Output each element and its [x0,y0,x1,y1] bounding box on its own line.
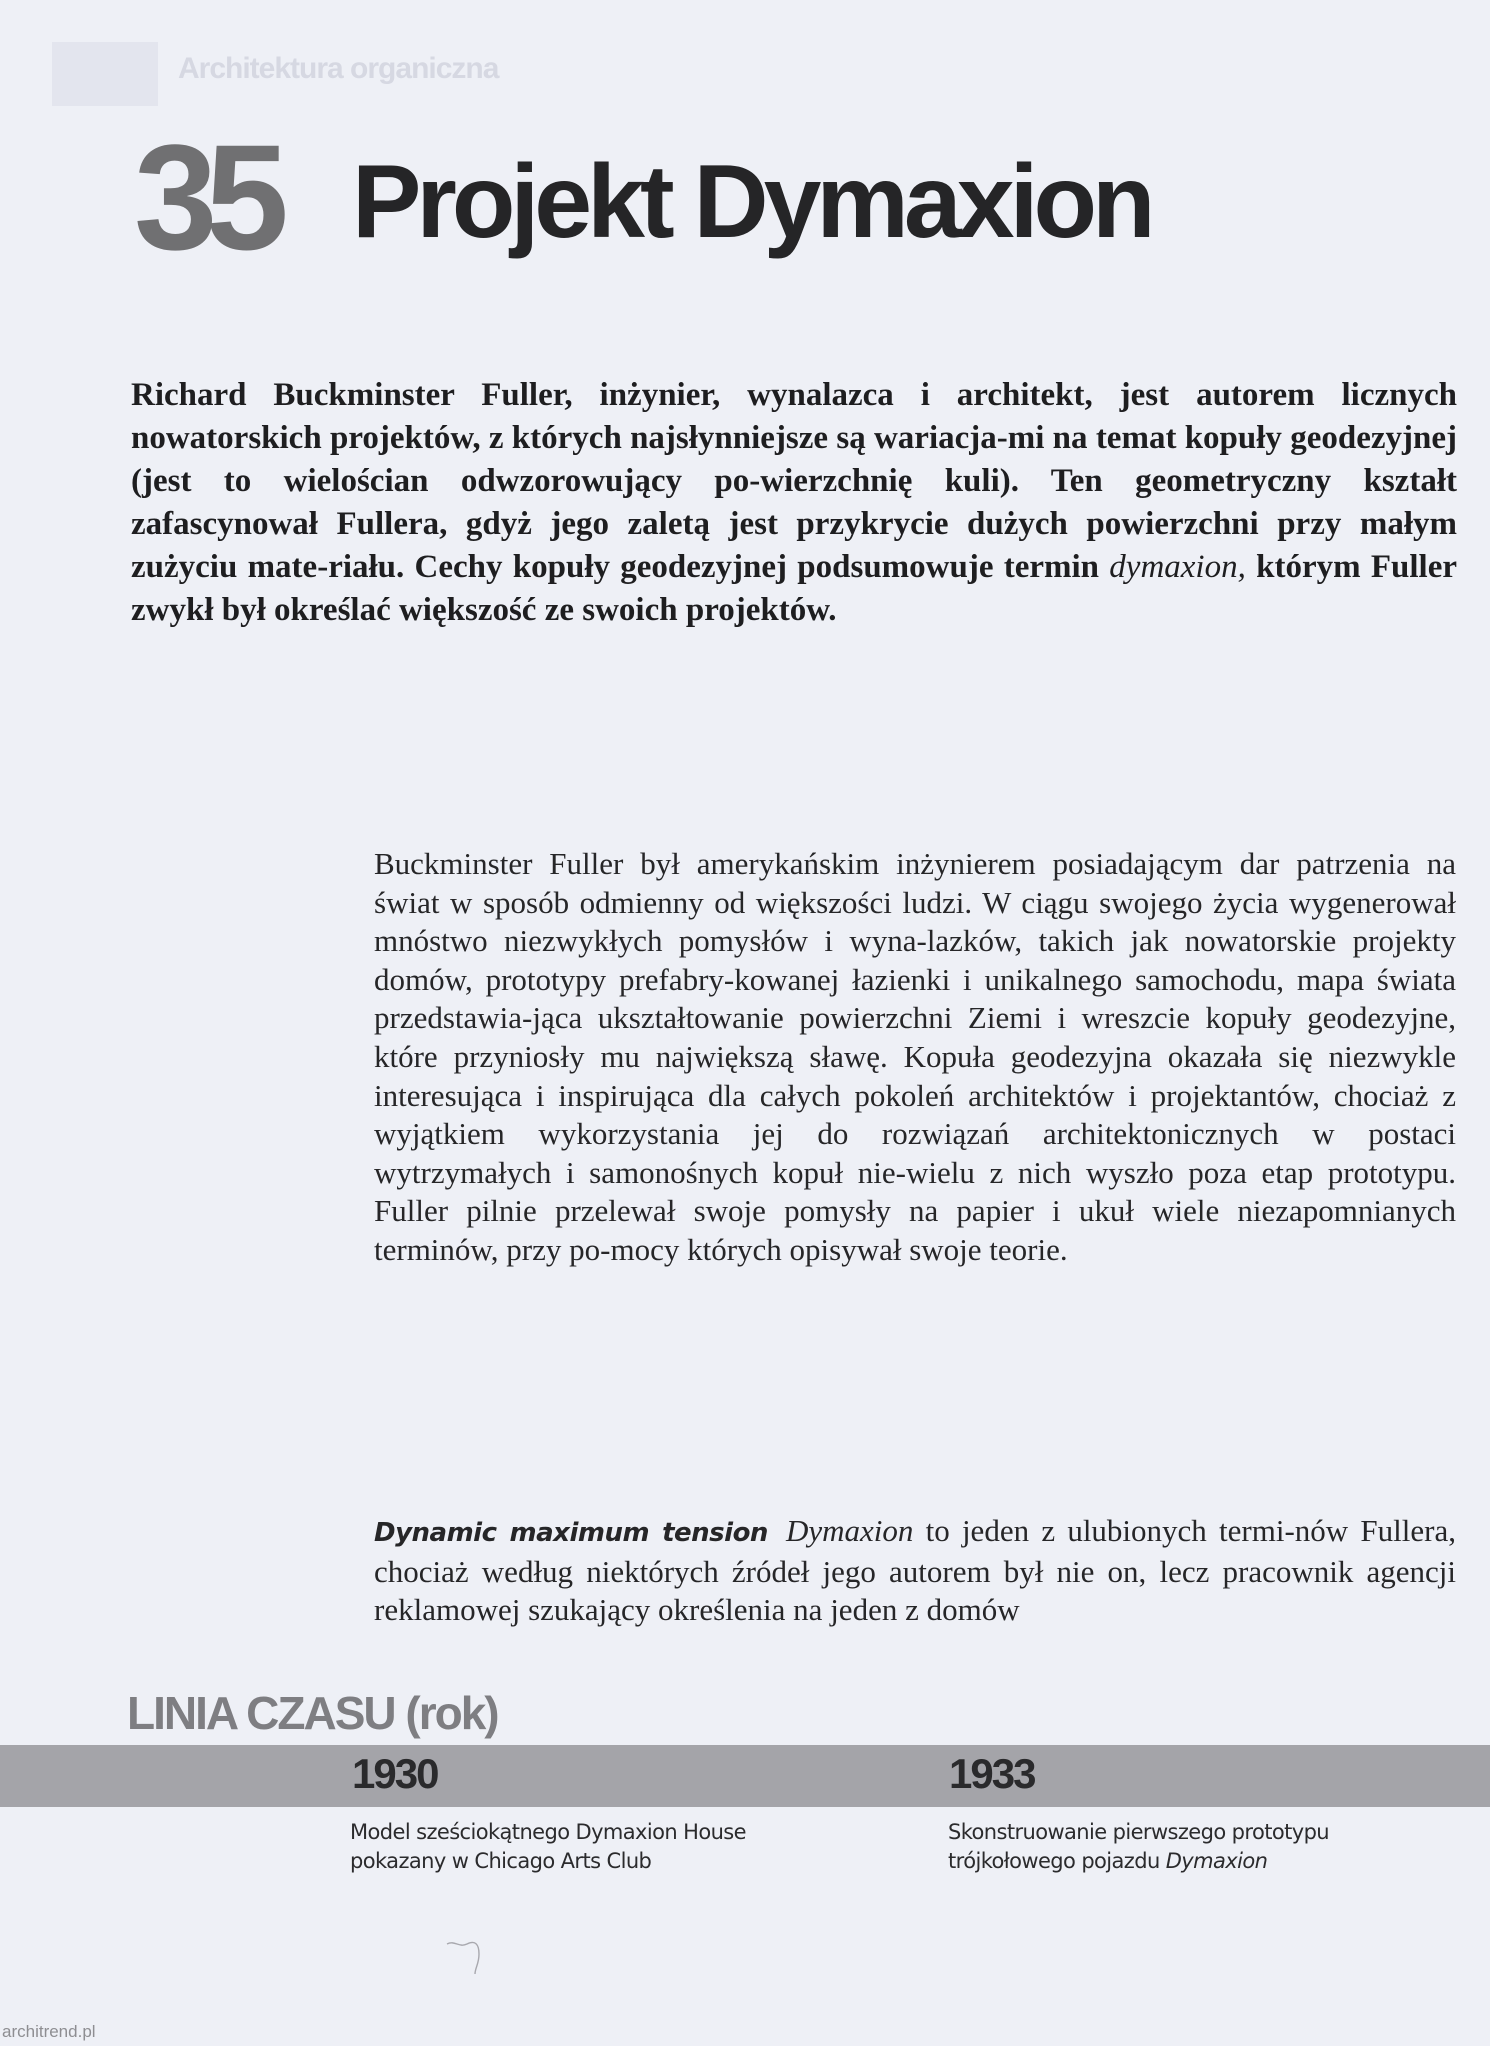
timeline-year: 1930 [352,1750,438,1797]
chapter-number: 35 [134,113,277,281]
intro-line: mi na temat kopuły geodezyjnej (jest to wielościan odwzorowujący po- [131,420,1457,499]
running-head: Architektura organiczna [178,52,499,85]
body-line: architektonicznych w postaci wytrzymałych i samonośnych kopuł nie- [374,1116,1457,1190]
subsection-heading: Dynamic maximum tension [374,1518,768,1548]
timeline-desc-line [948,1847,1468,1876]
running-head-tab [52,42,158,106]
intro-line: licznych nowatorskich projektów, z których najsłynniejsze są wariacja- [131,377,1457,456]
timeline-year: 1933 [949,1750,1035,1797]
body-line: pomysły na papier i ukuł wiele niezapomnianych terminów, przy po- [374,1193,1457,1267]
body-line: patrzenia na świat w sposób odmienny od większości ludzi. W ciągu [374,846,1456,920]
subsection-line: lecz pracownik agencji reklamowej szukający określenia na jeden z domów [374,1553,1457,1628]
page-title: Projekt Dymaxion [352,144,1151,260]
timeline-desc-line: Skonstruowanie pierwszego prototypu [948,1820,1330,1844]
body-line: mocy których opisywał swoje teorie. [610,1231,1068,1267]
intro-line: Fuller zwykł był określać większość ze swoich projektów. [131,549,1457,628]
watermark: architrend.pl [2,2022,96,2041]
timeline-desc-line [350,1847,870,1876]
intro-line: jego zaletą jest przykrycie dużych powierzchni przy małym zużyciu mate- [131,506,1457,585]
body-line: Buckminster Fuller był amerykańskim inżynierem posiadającym dar [374,846,1280,881]
body-line: niezwykle interesująca i inspirująca dla całych pokoleń architektów [374,1038,1456,1113]
body-line: wielu z nich wyszło poza etap prototypu. Fuller pilnie przelewał swoje [374,1154,1456,1229]
timeline-event-description [350,1818,870,1876]
timeline-band [0,1745,1490,1807]
timeline-desc-italic: Dymaxion [1165,1849,1268,1873]
intro-line: Richard Buckminster Fuller, inżynier, wynalazca i architekt, jest autorem [131,377,1315,413]
intro-line: riału. Cechy kopuły geodezyjnej podsumowuje termin [328,549,1110,585]
body-paragraph [374,845,1456,1270]
body-line: lazków, takich jak nowatorskie projekty domów, prototypy prefabry- [374,923,1456,997]
subsection-line: nów Fullera, chociaż według niektórych źródeł jego autorem był nie on, [374,1513,1456,1589]
subsection-dynamic-maximum-tension [374,1512,1456,1630]
intro-line: którym [1245,549,1361,585]
body-line: jąca ukształtowanie powierzchni Ziemi i wreszcie kopuły geodezyjne, [532,1000,1456,1036]
scan-hair-mark [445,1938,490,1978]
timeline-label: LINIA CZASU (rok) [127,1687,498,1739]
subsection-term: Dymaxion [785,1513,914,1548]
timeline-desc-line: Model sześciokątnego Dymaxion House [350,1820,746,1844]
intro-term-dymaxion: dymaxion, [1109,549,1246,585]
subsection-text: to jeden z ulubionych termi- [913,1513,1295,1548]
body-line: kowanej łazienki i unikalnego samochodu, mapa świata przedstawia- [374,961,1456,1036]
body-line: i projektantów, chociaż z wyjątkiem wykorzystania jej do rozwiązań [374,1077,1456,1152]
timeline-desc-text: pokazany w Chicago Arts Club [350,1849,652,1873]
intro-line: wierzchnię kuli). Ten geometryczny kształt zafascynował Fullera, gdyż [131,463,1457,542]
timeline-desc-text: trójkołowego pojazdu [948,1849,1166,1873]
body-line: swojego życia wygenerował mnóstwo niezwykłych pomysłów i wyna- [374,884,1456,959]
timeline-event-description [948,1818,1468,1876]
body-line: które przyniosły mu największą sławę. Kopuła geodezyjna okazała się [374,1038,1313,1074]
intro-paragraph [131,374,1457,632]
